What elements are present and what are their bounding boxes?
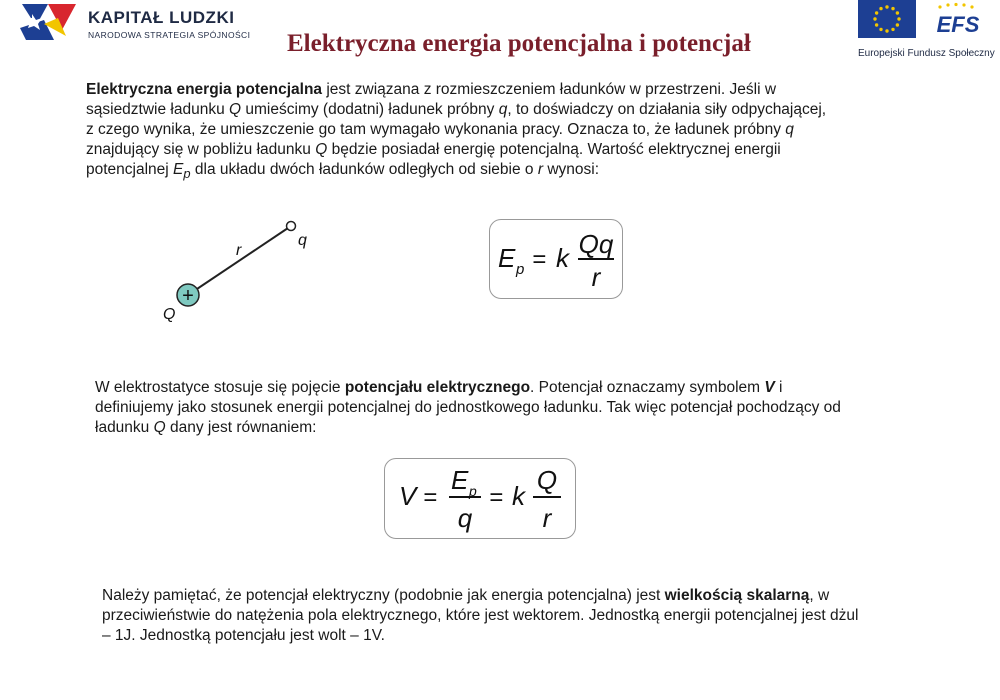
efs-mark: EFS: [936, 12, 980, 37]
f2-den2: r: [542, 503, 552, 533]
eu-star: [885, 29, 888, 32]
test-charge-q-circle: [287, 222, 296, 231]
eu-star: [875, 23, 878, 26]
f1-k: k: [556, 243, 569, 273]
eu-star: [897, 17, 900, 20]
f1-den: r: [591, 262, 601, 292]
eu-star: [896, 23, 899, 26]
paragraph-energy: Elektryczna energia potencjalna jest związana z rozmieszczeniem ładunków w przestrzeni. Jeśli w sąsiedztwie ładunku Q umieścimy (dodatni) ładunek próbny q, to doświadczy on działania siły odpychającej, z czego wynika, że umieszczenie go tam wymagało wykonania pracy. Oznacza to, że ładunek próbny q znajdujący się w pobliżu ładunku Q będzie posiadał energię potencjalną. Wartość elektrycznej energii potencjalnej $E_p$ dla układu dwóch ładunków odległych od siebie o r wynosi:: [86, 81, 827, 182]
charges-diagram: [160, 215, 320, 325]
eu-star: [879, 28, 882, 31]
eu-star: [891, 7, 894, 10]
f2-den1: q: [457, 503, 473, 533]
eu-star: [896, 11, 899, 14]
efs-logo: [928, 2, 988, 38]
page-title: Elektryczna energia potencjalna i potencjał: [287, 30, 751, 57]
paragraph-potential: W elektrostatyce stosuje się pojęcie potencjału elektrycznego. Potencjał oznaczamy symbolem V i definiujemy jako stosunek energii potencjalnej do jednostkowego ładunku. Tak więc potencjał pochodzący od ładunku Q dany jest równaniem:: [95, 379, 841, 436]
f2-num1: E: [451, 465, 469, 495]
eu-star: [879, 7, 882, 10]
distance-line: [188, 226, 291, 295]
formula-potential-energy: [489, 219, 623, 299]
f1-E: E: [498, 243, 516, 273]
kapital-ludzki-logo: [14, 0, 84, 44]
formula-potential: [384, 458, 576, 539]
f2-eq2: =: [489, 484, 504, 511]
f2-eq1: =: [423, 484, 438, 511]
f1-num: Qq: [578, 229, 614, 259]
eu-flag-icon: [858, 0, 916, 38]
paragraph-scalar-note: Należy pamiętać, że potencjał elektryczny (podobnie jak energia potencjalna) jest wielkością skalarną, w przeciwieństwie do natężenia pola elektrycznego, które jest wektorem. Jednostką energii potencjalnej jest dżul – 1J. Jednostką potencjału jest wolt – 1V.: [102, 587, 859, 644]
f2-num1-sub: p: [469, 483, 477, 499]
label-q: q: [298, 232, 307, 249]
kapital-ludzki-title: KAPITAŁ LUDZKI: [88, 8, 235, 27]
eu-star: [891, 28, 894, 31]
kapital-ludzki-subtitle: NARODOWA STRATEGIA SPÓJNOŚCI: [88, 30, 251, 40]
plus-sign: +: [182, 285, 194, 307]
f2-k: k: [512, 481, 525, 511]
eu-star: [873, 17, 876, 20]
efs-caption: Europejski Fundusz Społeczny: [858, 48, 995, 59]
f1-eq: =: [532, 246, 547, 273]
f1-sub: p: [516, 261, 525, 278]
eu-star: [885, 5, 888, 8]
bold-term: wielkością skalarną: [664, 587, 810, 604]
label-r: r: [236, 242, 242, 259]
eu-star: [875, 11, 878, 14]
f2-V: V: [399, 481, 417, 511]
bold-term: Elektryczna energia potencjalna: [86, 81, 323, 98]
bold-term: potencjału elektrycznego: [344, 379, 531, 396]
f2-num2: Q: [536, 465, 558, 495]
label-Q: Q: [163, 306, 176, 323]
